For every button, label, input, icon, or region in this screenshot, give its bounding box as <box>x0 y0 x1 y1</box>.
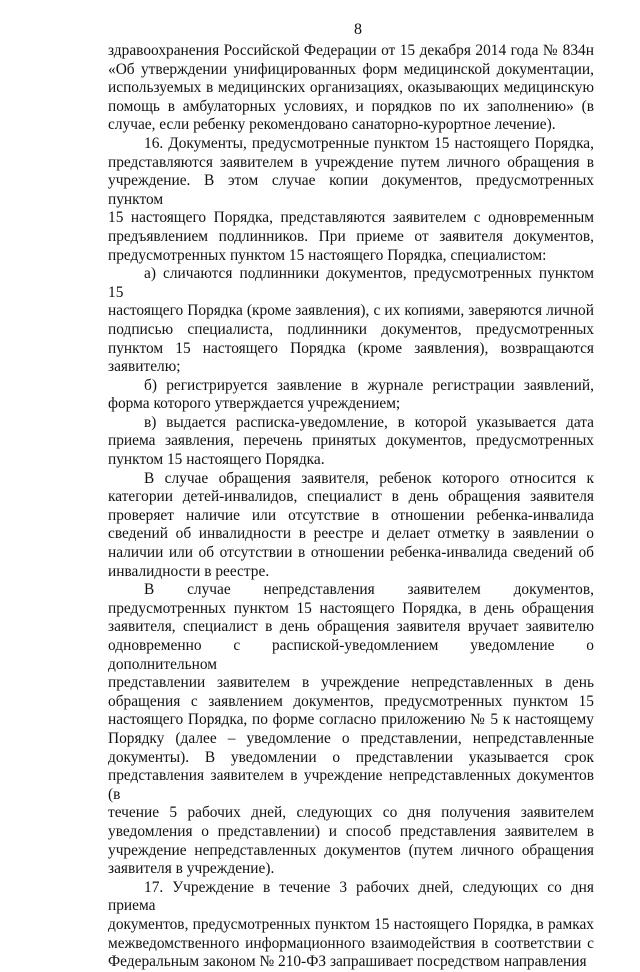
text-line: В случае непредставления заявителем документов, <box>144 581 594 599</box>
text-line: настоящего Порядка (кроме заявления), с их копиями, заверяются личной <box>108 302 594 320</box>
paragraph <box>108 470 594 582</box>
text-line: предусмотренных пунктом 15 настоящего Порядка, специалистом: <box>108 246 547 264</box>
text-line: сведений об инвалидности в реестре и делает отметку в заявлении о <box>108 525 594 543</box>
text-line: 17. Учреждение в течение 3 рабочих дней, следующих со дня приема <box>108 878 594 915</box>
text-line: случае, если ребенку рекомендовано санаторно-курортное лечение). <box>108 116 556 134</box>
text-line: 16. Документы, предусмотренные пунктом 15 настоящего Порядка, <box>144 134 594 152</box>
text-line: а) сличаются подлинники документов, предусмотренных пунктом 15 <box>108 265 594 301</box>
text-line: категории детей-инвалидов, специалист в день обращения заявителя <box>108 488 594 506</box>
paragraph <box>108 42 594 135</box>
text-line: течение 5 рабочих дней, следующих со дня получения заявителем <box>108 804 594 822</box>
document-page <box>108 20 594 972</box>
text-line: предусмотренных пунктом 15 настоящего Порядка, в день обращения <box>108 599 594 617</box>
text-line: приема заявления, перечень принятых документов, предусмотренных <box>108 432 594 450</box>
text-line: 15 настоящего Порядка, представляются заявителем с одновременным <box>108 209 594 227</box>
text-line: документов, предусмотренных пунктом 15 настоящего Порядка, в рамках <box>108 915 594 933</box>
text-line: межведомственного информационного взаимодействия в соответствии с <box>108 934 594 952</box>
text-line: здравоохранения Российской Федерации от 15 декабря 2014 года № 834н <box>108 42 594 59</box>
text-line: обращения с заявлением документов, предусмотренных пунктом 15 <box>108 692 594 710</box>
paragraph <box>108 135 594 265</box>
text-line: пунктом 15 настоящего Порядка (кроме заявления), возвращаются <box>108 339 594 357</box>
text-line: представления заявителем в учреждение непредставленных документов (в <box>108 767 594 803</box>
text-line: Федеральным законом № 210-ФЗ запрашивает посредством направления <box>108 953 587 971</box>
text-line: учреждение непредставленных документов (путем личного обращения <box>108 841 594 859</box>
text-line: помощь в амбулаторных условиях, и порядков по их заполнению» (в <box>108 97 594 115</box>
text-line: форма которого утверждается учреждением; <box>108 395 401 413</box>
paragraph <box>108 879 594 972</box>
paragraph <box>108 581 594 879</box>
paragraph <box>108 414 594 470</box>
text-line: в) выдается расписка-уведомление, в которой указывается дата <box>144 413 594 431</box>
text-line: уведомления о представлении) и способ представления заявителем в <box>108 822 594 840</box>
text-line: учреждение. В этом случае копии документов, предусмотренных пунктом <box>108 172 594 208</box>
text-line: настоящего Порядка, по форме согласно приложению № 5 к настоящему <box>108 711 594 729</box>
text-line: документы). В уведомлении о представлении указывается срок <box>108 748 594 766</box>
text-line: пунктом 15 настоящего Порядка. <box>108 451 325 469</box>
text-line: подписью специалиста, подлинники документов, предусмотренных <box>108 320 594 338</box>
paragraph <box>108 265 594 377</box>
text-line: В случае обращения заявителя, ребенок которого относится к <box>144 469 594 487</box>
paragraph <box>108 377 594 414</box>
text-line: одновременно с распиской-уведомлением уведомление о дополнительном <box>108 637 594 673</box>
text-line: «Об утверждении унифицированных форм медицинской документации, <box>108 60 594 78</box>
text-line: предъявлением подлинников. При приеме от заявителя документов, <box>108 227 594 245</box>
text-line: представляются заявителем в учреждение путем личного обращения в <box>108 153 594 171</box>
text-line: инвалидности в реестре. <box>108 562 270 580</box>
text-line: заявителю; <box>108 358 181 376</box>
text-line: заявителя, специалист в день обращения заявителя вручает заявителю <box>108 618 594 636</box>
text-line: Порядку (далее – уведомление о представлении, непредставленные <box>108 729 594 747</box>
text-line: используемых в медицинских организациях, оказывающих медицинскую <box>108 79 594 97</box>
document-body <box>108 42 594 972</box>
text-line: проверяет наличие или отсутствие в отношении ребенка-инвалида <box>108 506 594 524</box>
text-line: представлении заявителем в учреждение непредставленных в день <box>108 674 594 692</box>
page-number: 8 <box>354 21 362 38</box>
text-line: заявителя в учреждение). <box>108 860 275 878</box>
text-line: б) регистрируется заявление в журнале регистрации заявлений, <box>144 376 594 394</box>
text-line: наличии или об отсутствии в отношении ребенка-инвалида сведений об <box>108 544 594 562</box>
